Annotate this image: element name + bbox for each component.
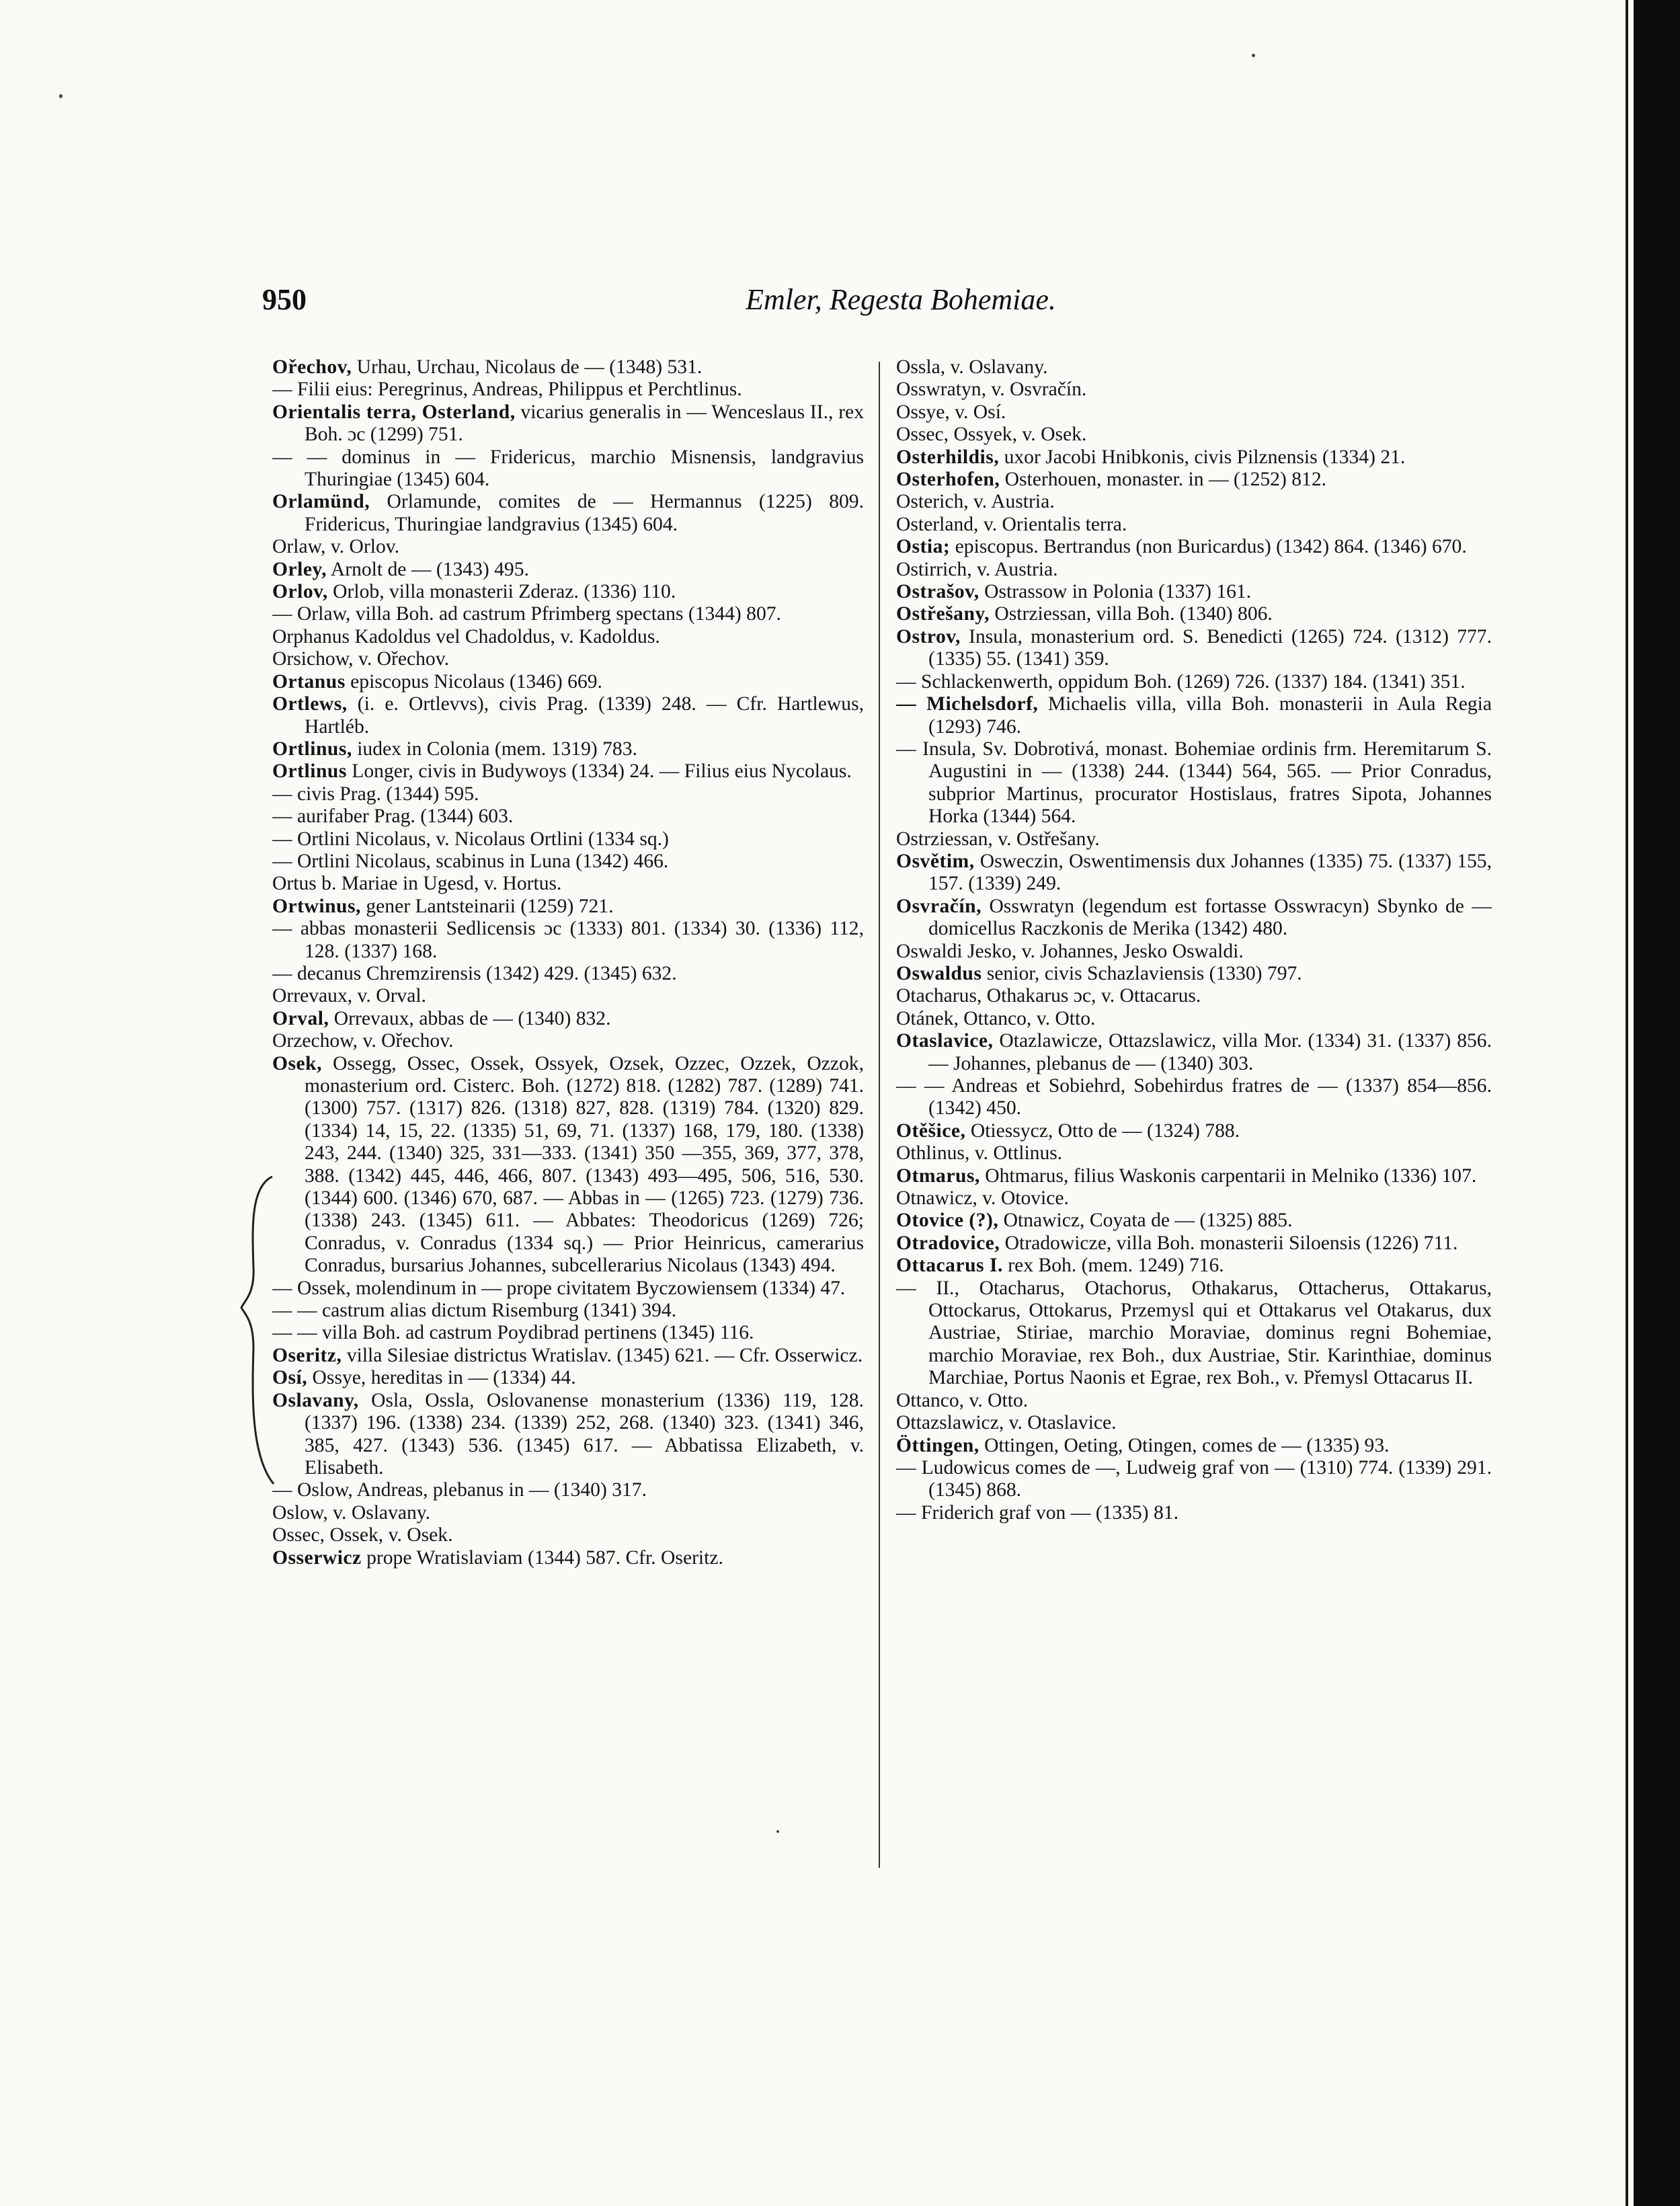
entry-text: Ottingen, Oeting, Otingen, comes de — (1335) 93. [979,1434,1390,1456]
index-entry [896,1030,1492,1075]
entry-headword: Otmarus, [896,1165,980,1187]
index-entry [272,1367,864,1389]
entry-headword: Osserwicz [272,1546,362,1569]
index-entry [272,603,864,625]
index-entry [896,1390,1492,1412]
index-entry [272,985,864,1007]
entry-text: — abbas monasterii Sedlicensis ɔc (1333) 801. (1334) 30. (1336) 112, 128. (1337) 168. [272,918,864,962]
entry-text: Ottanco, v. Otto. [896,1389,1029,1411]
entry-text: senior, civis Schazlaviensis (1330) 797. [982,962,1302,984]
entry-text: Othlinus, v. Ottlinus. [896,1142,1063,1165]
column-divider [879,362,880,1868]
index-entry [272,918,864,963]
entry-text: Osterhouen, monaster. in — (1252) 812. [1000,469,1327,491]
entry-text: vicarius generalis in — Wenceslaus II., rex Boh. ɔc (1299) 751. [305,401,864,446]
index-entry [896,469,1492,491]
entry-headword: — Michelsdorf, [896,693,1039,715]
entry-headword: Orlov, [272,581,328,603]
index-entry [896,1120,1492,1142]
index-entry [272,1300,864,1322]
entry-text: Ostirrich, v. Austria. [896,558,1058,580]
entry-text: Otnawicz, Coyata de — (1325) 885. [998,1210,1293,1232]
index-entry [896,446,1492,469]
index-entry [272,851,864,873]
index-entry [272,559,864,581]
index-entry [272,1030,864,1052]
entry-text: Otacharus, Othakarus ɔc, v. Ottacarus. [896,985,1201,1007]
entry-text: — Oslow, Andreas, plebanus in — (1340) 317. [272,1479,647,1501]
entry-headword: Ottacarus I. [896,1255,1003,1277]
entry-headword: Otovice (?), [896,1210,999,1232]
index-entry [896,626,1492,671]
handwritten-brace-mark [239,1173,279,1489]
index-entry [272,1547,864,1569]
entry-headword: Osvračín, [896,895,982,917]
entry-text: (i. e. Ortlevvs), civis Prag. (1339) 248. — Cfr. Hartlewus, Hartléb. [305,693,864,738]
entry-text: episcopus. Bertrandus (non Buricardus) (1342) 864. (1346) 670. [950,536,1467,558]
entry-text: Orphanus Kadoldus vel Chadoldus, v. Kadoldus. [272,625,660,647]
entry-text: Otradowicze, villa Boh. monasterii Siloensis (1226) 711. [1000,1232,1458,1254]
entry-headword: Otradovice, [896,1232,1000,1254]
index-entry [896,1255,1492,1277]
entry-text: Ohtmarus, filius Waskonis carpentarii in Melniko (1336) 107. [979,1165,1477,1187]
entry-headword: Ostrov, [896,625,961,647]
index-entry [896,1502,1492,1524]
index-entry [272,783,864,805]
entry-text: — Filii eius: Peregrinus, Andreas, Philippus et Perchtlinus. [272,379,742,401]
running-header [262,282,1539,329]
index-entry [896,514,1492,536]
entry-text: Osla, Ossla, Oslovanense monasterium (1336) 119, 128. (1337) 196. (1338) 234. (1339) 252, 268. (1340) 323. (1341) 346, 385, 427. (1343) 536. (1345) 617. — Abbatissa Elizabeth, v. Elisabeth. [305,1389,864,1479]
index-entry [896,1210,1492,1232]
entry-text: Osweczin, Oswentimensis dux Johannes (1335) 75. (1337) 155, 157. (1339) 249. [928,850,1492,895]
index-entry [896,356,1492,379]
entry-headword: Ostrašov, [896,581,979,603]
index-entry [272,1053,864,1277]
index-entry [272,401,864,446]
entry-text: Ossegg, Ossec, Ossek, Ossyek, Ozsek, Ozzec, Ozzek, Ozzok, monasterium ord. Cisterc. Boh. (1272) 818. (1282) 787. (1289) 741. (1300) 757. (1317) 826. (1318) 827, 828. (1319) 784. (1320) 829. (1334) 14, 15, 22. (1335) 51, 69, 71. (1337) 168, 179, 180. (1338) 243, 244. (1340) 325, 331—333. (1341) 350 —355, 369, 377, 378, 388. (1342) 445, 446, 466, 807. (1343) 493—495, 506, 516, 530. (1344) 600. (1346) 670, 687. — Abbas in — (1265) 723. (1279) 736. (1338) 243. (1345) 611. — Abbates: Theodoricus (1269) 726; Conradus, v. Conradus (1334 sq.) — Prior Heinricus, camerarius Conradus, bursarius Johannes, subcellerarius Nicolaus (1343) 494. [305,1052,864,1277]
entry-text: Orlob, villa monasterii Zderaz. (1336) 110. [327,581,676,603]
index-entry [272,805,864,828]
entry-text: — civis Prag. (1344) 595. [272,783,479,805]
scan-speck [1252,54,1255,57]
entry-text: Osswratyn (legendum est fortasse Osswracyn) Sbynko de — domicellus Raczkonis de Merika (1342) 480. [928,895,1492,940]
entry-text: rex Boh. (mem. 1249) 716. [1002,1255,1224,1277]
entry-text: — — castrum alias dictum Risemburg (1341) 394. [272,1300,677,1322]
entry-text: — — Andreas et Sobiehrd, Sobehirdus fratres de — (1337) 854—856. (1342) 450. [896,1075,1492,1119]
index-entry [896,671,1492,693]
entry-text: Ottazslawicz, v. Otaslavice. [896,1412,1117,1434]
index-entry [896,1165,1492,1187]
entry-text: — Orlaw, villa Boh. ad castrum Pfrimberg spectans (1344) 807. [272,603,781,625]
running-title: Emler, Regesta Bohemiae. [746,283,1056,316]
entry-text: Ossec, Ossyek, v. Osek. [896,424,1087,446]
entry-text: Longer, civis in Budywoys (1334) 24. — Filius eius Nycolaus. [346,760,852,783]
index-entry [896,424,1492,446]
entry-headword: Osí, [272,1367,308,1389]
entry-text: Orlamunde, comites de — Hermannus (1225) 809. Fridericus, Thuringiae landgravius (1345) 604. [305,491,864,535]
index-entry [896,1075,1492,1120]
index-entry [272,648,864,670]
index-entry [896,1277,1492,1390]
entry-text: Orsichow, v. Ořechov. [272,648,449,670]
entry-text: Orlaw, v. Orlov. [272,536,400,558]
index-entry [272,896,864,918]
entry-headword: Ostia; [896,536,951,558]
index-entry [272,671,864,693]
index-entry [896,941,1492,963]
entry-text: Orzechow, v. Ořechov. [272,1030,454,1052]
entry-text: Ossye, hereditas in — (1334) 44. [307,1367,576,1389]
index-entry [272,1277,864,1300]
entry-text: Osterich, v. Austria. [896,491,1055,513]
entry-text: — Ortlini Nicolaus, v. Nicolaus Ortlini (1334 sq.) [272,828,669,850]
entry-text: uxor Jacobi Hnibkonis, civis Pilznensis (1334) 21. [999,446,1406,468]
index-entry [272,828,864,851]
entry-text: episcopus Nicolaus (1346) 669. [345,670,602,693]
index-entry [272,581,864,603]
scan-border [1634,0,1680,2206]
entry-text: Osswratyn, v. Osvračín. [896,379,1087,401]
index-entry [896,1457,1492,1502]
index-entry [896,603,1492,625]
index-entry [896,738,1492,828]
index-entry [272,1524,864,1546]
index-entry [272,1345,864,1367]
entry-text: Ostrziessan, v. Ostřešany. [896,828,1100,850]
entry-headword: Öttingen, [896,1434,979,1456]
entry-text: prope Wratislaviam (1344) 587. Cfr. Oseritz. [361,1546,723,1569]
entry-text: — — dominus in — Fridericus, marchio Misnensis, landgravius Thuringiae (1345) 604. [272,446,864,491]
index-entry [896,1187,1492,1210]
index-entry [272,1008,864,1030]
entry-text: — Schlackenwerth, oppidum Boh. (1269) 726. (1337) 184. (1341) 351. [896,670,1466,693]
entry-text: gener Lantsteinarii (1259) 721. [360,895,614,917]
page-edge-line [1626,0,1628,2206]
entry-text: — II., Otacharus, Otachorus, Othakarus, Ottacherus, Ottakarus, Ottockarus, Ottokarus, Przemysl qui et Ottakarus vel Otakarus, dux Austriae, Stiriae, marchio Moraviae, dominus regni Bohemiae, marchio Moraviae, rex Boh., dux Austriae, Stir. Karinthiae, dominus Marchiae, Portus Naonis et Egrae, rex Boh., v. Přemysl Ottacarus II. [896,1277,1492,1389]
entry-headword: Ortlews, [272,693,348,715]
entry-headword: Osek, [272,1052,323,1074]
entry-text: — Ludowicus comes de —, Ludweig graf von — (1310) 774. (1339) 291. (1345) 868. [896,1456,1492,1501]
entry-headword: Ortwinus, [272,895,361,917]
page-number: 950 [262,283,307,316]
index-entry [896,693,1492,738]
entry-headword: Oswaldus [896,962,982,984]
index-entry [896,1008,1492,1030]
entry-text: Ossla, v. Oslavany. [896,356,1048,378]
index-entry [272,1502,864,1524]
entry-text: Michaelis villa, villa Boh. monasterii in Aula Regia (1293) 746. [928,693,1492,738]
entry-headword: Otěšice, [896,1119,966,1142]
index-entry [272,693,864,738]
entry-headword: Ortlinus, [272,738,352,760]
index-entry [896,559,1492,581]
entry-text: Osterland, v. Orientalis terra. [896,513,1127,535]
entry-text: Orrevaux, v. Orval. [272,985,426,1007]
entry-headword: Ořechov, [272,356,352,378]
entry-text: Ostrziessan, villa Boh. (1340) 806. [990,603,1273,625]
entry-text: — Friderich graf von — (1335) 81. [896,1501,1178,1524]
entry-headword: Oslavany, [272,1389,359,1411]
entry-text: — aurifaber Prag. (1344) 603. [272,805,514,828]
index-entry [272,873,864,895]
entry-text: Otnawicz, v. Otovice. [896,1187,1069,1210]
index-entry [896,828,1492,851]
entry-text: iudex in Colonia (mem. 1319) 783. [352,738,637,760]
index-entry [896,536,1492,558]
index-entry [272,738,864,760]
entry-text: Ossye, v. Osí. [896,401,1006,423]
entry-headword: Osvětim, [896,850,975,872]
index-entry [896,1435,1492,1457]
entry-text: Otánek, Ottanco, v. Otto. [896,1007,1096,1029]
entry-text: — — villa Boh. ad castrum Poydibrad pertinens (1345) 116. [272,1322,754,1344]
entry-text: Urhau, Urchau, Nicolaus de — (1348) 531. [352,356,703,378]
entry-text: Arnolt de — (1343) 495. [327,558,529,580]
entry-headword: Oseritz, [272,1344,342,1366]
index-column-left [272,356,864,1876]
index-entry [896,896,1492,941]
index-entry [896,379,1492,401]
index-entry [896,1232,1492,1255]
entry-text: Insula, monasterium ord. S. Benedicti (1265) 724. (1312) 777. (1335) 55. (1341) 359. [928,625,1492,670]
entry-text: Orrevaux, abbas de — (1340) 832. [329,1007,611,1029]
index-entry [896,491,1492,513]
entry-headword: Ostřešany, [896,603,990,625]
index-entry [272,963,864,985]
index-entry [272,491,864,536]
entry-text: — Ossek, molendinum in — prope civitatem Byczowiensem (1334) 47. [272,1277,846,1299]
index-entry [272,536,864,558]
index-entry [896,401,1492,424]
entry-headword: Osterhofen, [896,469,1000,491]
index-entry [896,1142,1492,1165]
entry-text: — decanus Chremzirensis (1342) 429. (1345) 632. [272,962,677,984]
index-entry [272,760,864,783]
entry-headword: Osterhildis, [896,446,1000,468]
index-entry [896,851,1492,896]
index-entry [272,1479,864,1501]
entry-text: Otiessycz, Otto de — (1324) 788. [965,1119,1240,1142]
index-entry [272,379,864,401]
entry-headword: Ortanus [272,670,346,693]
entry-text: — Ortlini Nicolaus, scabinus in Luna (1342) 466. [272,850,669,872]
index-entry [272,356,864,379]
index-entry [272,446,864,491]
index-entry [896,1412,1492,1434]
entry-headword: Orientalis terra, Osterland, [272,401,516,423]
index-entry [272,626,864,648]
entry-headword: Ortlinus [272,760,347,783]
entry-headword: Otaslavice, [896,1030,994,1052]
entry-text: Ostrassow in Polonia (1337) 161. [979,581,1252,603]
entry-text: Otazlawicze, Ottazslawicz, villa Mor. (1334) 31. (1337) 856. — Johannes, plebanus de — (1340) 303. [928,1030,1492,1074]
entry-text: Ortus b. Mariae in Ugesd, v. Hortus. [272,873,562,895]
entry-headword: Orley, [272,558,327,580]
index-entry [272,1390,864,1480]
index-entry [896,985,1492,1007]
entry-text: villa Silesiae districtus Wratislav. (1345) 621. — Cfr. Osserwicz. [342,1344,863,1366]
index-entry [272,1322,864,1344]
entry-text: — Insula, Sv. Dobrotivá, monast. Bohemiae ordinis frm. Heremitarum S. Augustini in — (1338) 244. (1344) 564, 565. — Prior Conradus, subprior Martinus, procurator Hostislaus, fratres Sipota, Johannes Horka (1344) 564. [896,738,1492,828]
entry-text: Oswaldi Jesko, v. Johannes, Jesko Oswaldi. [896,940,1244,962]
entry-headword: Orval, [272,1007,329,1029]
entry-headword: Orlamünd, [272,491,370,513]
entry-text: Ossec, Ossek, v. Osek. [272,1524,453,1546]
index-entry [896,581,1492,603]
index-column-right [896,356,1492,1876]
index-entry [896,963,1492,985]
scan-speck [59,94,63,98]
entry-text: Oslow, v. Oslavany. [272,1501,431,1524]
